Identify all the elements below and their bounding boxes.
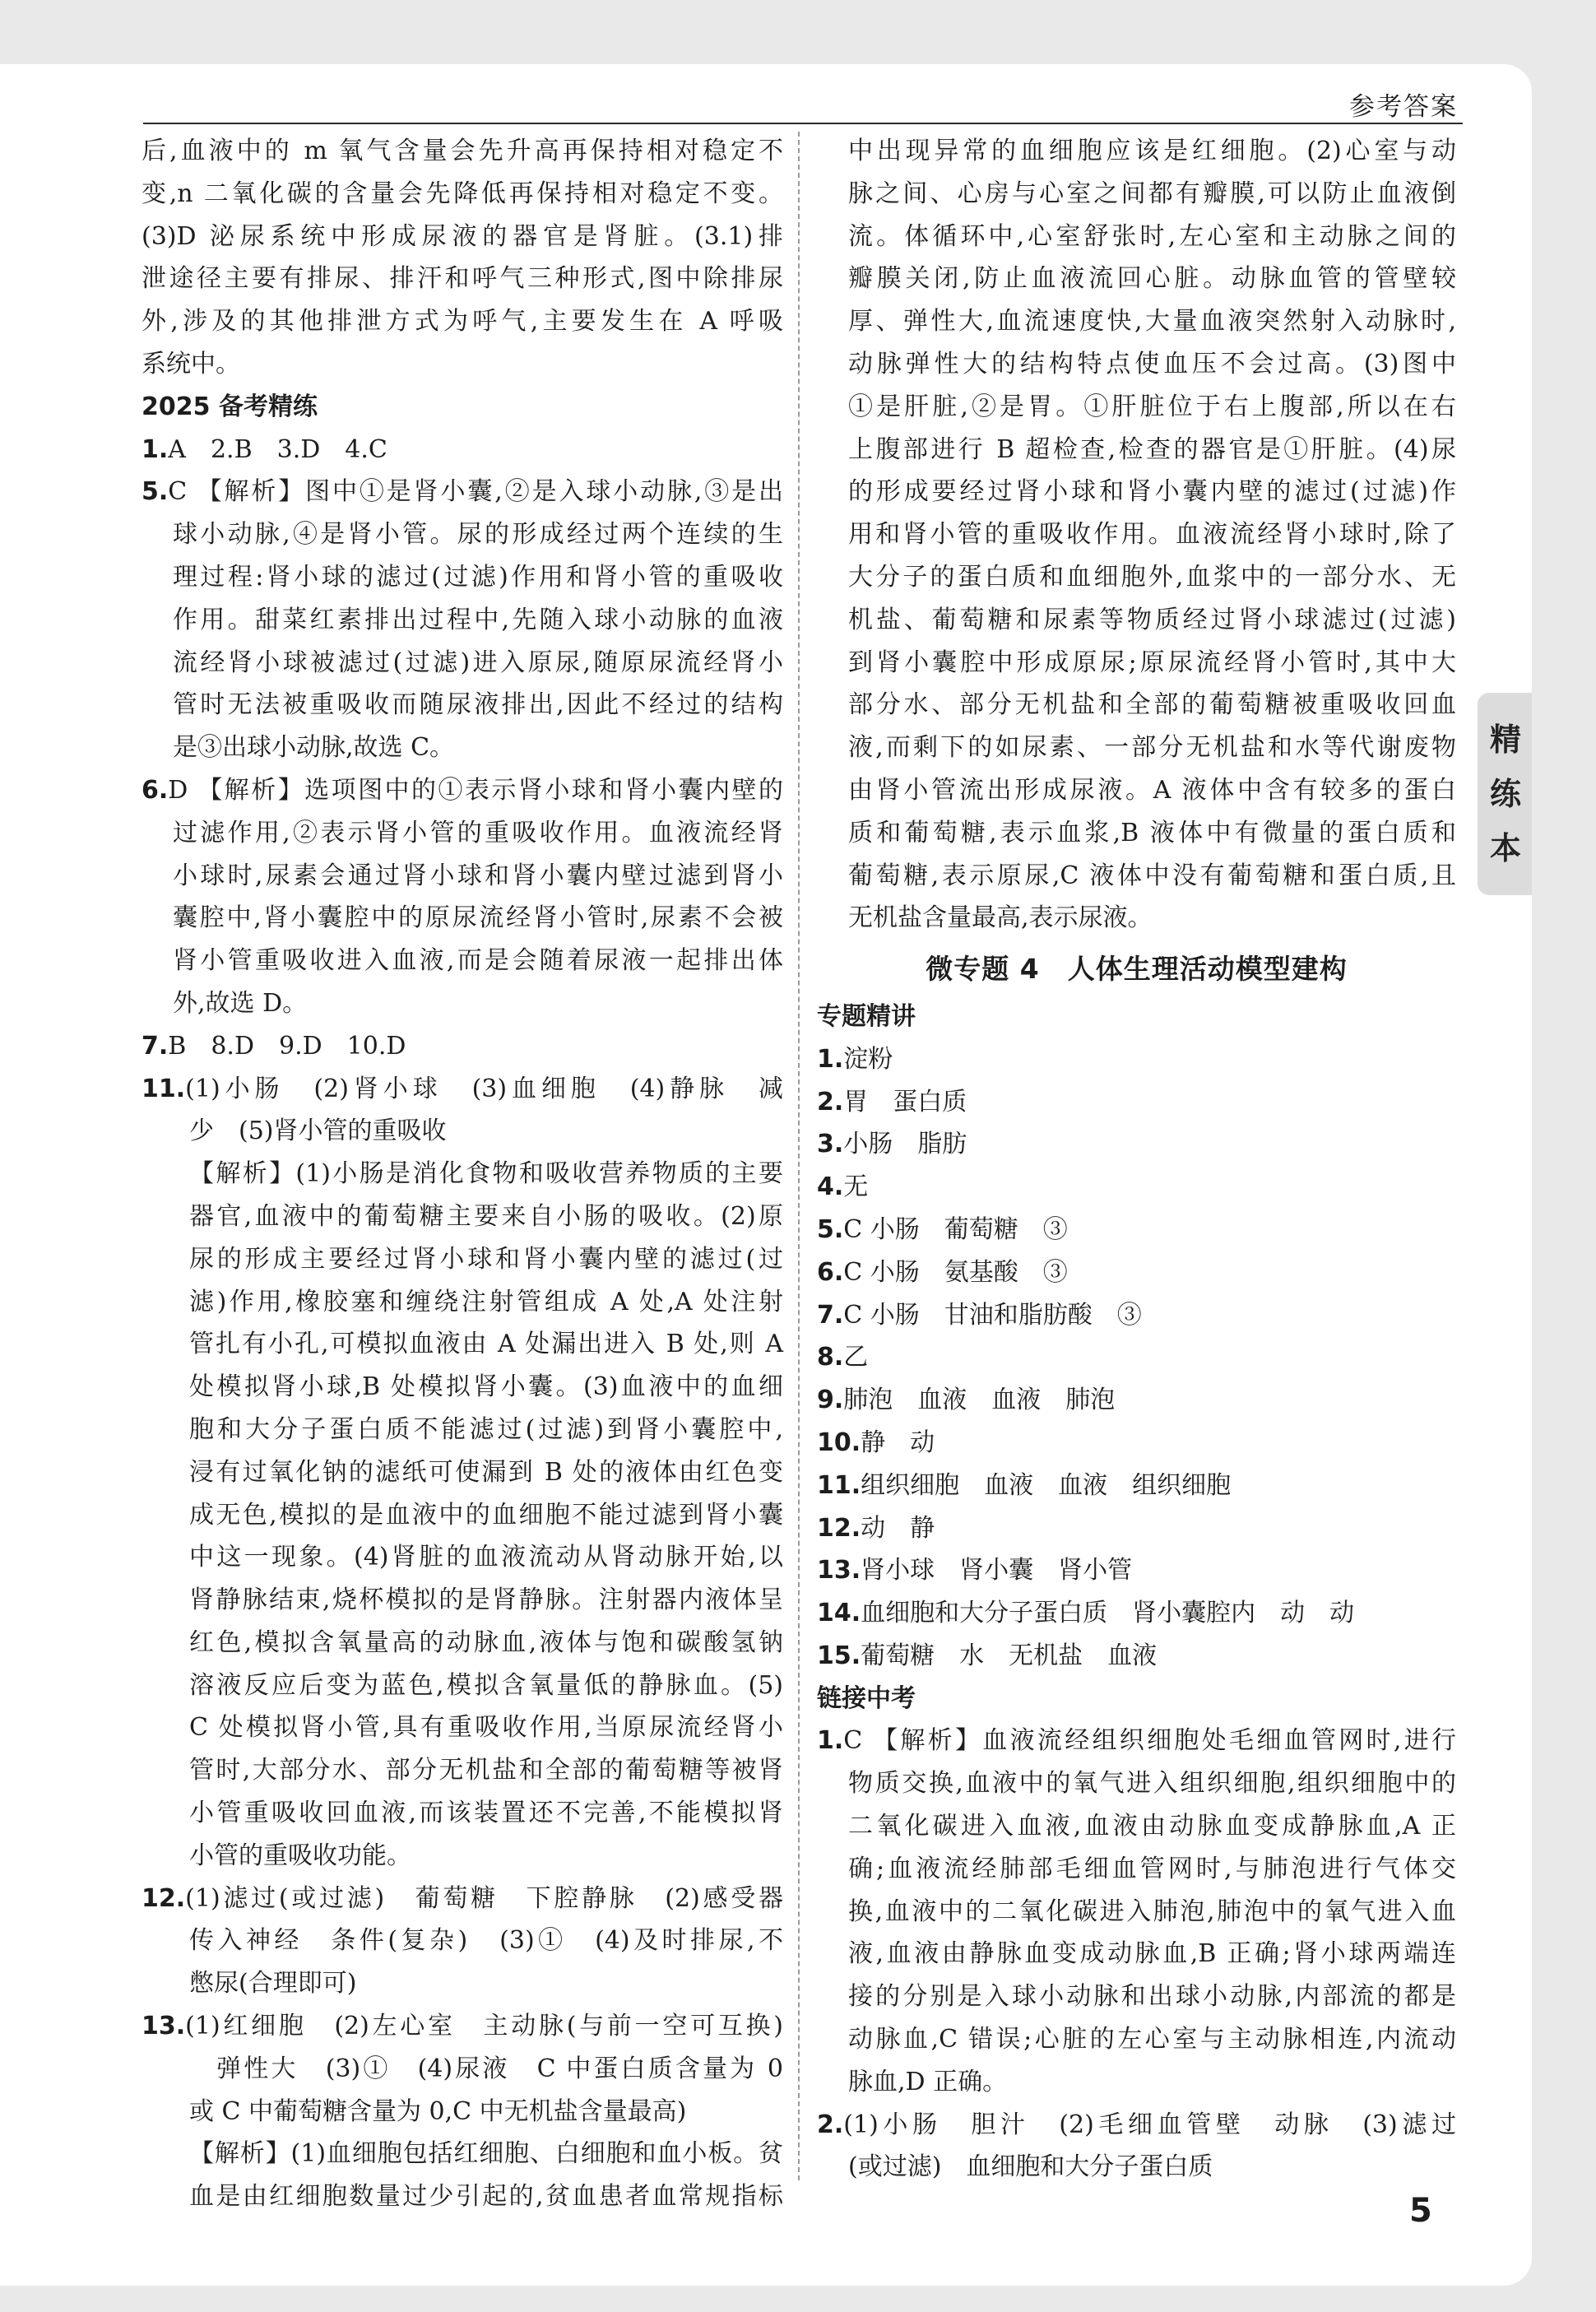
text-line	[817, 855, 1456, 898]
line-text: 器官,血液中的葡萄糖主要来自小肠的吸收。(2)原	[189, 1201, 783, 1231]
text-line	[817, 1762, 1456, 1805]
text-line	[817, 2018, 1456, 2061]
header-rule	[143, 123, 1463, 124]
text-line	[142, 216, 783, 258]
left-column	[142, 130, 783, 2218]
line-text: 管时,大部分水、部分无机盐和全部的葡萄糖等被肾	[189, 1756, 783, 1785]
line-text: 大分子的蛋白质和血细胞外,血浆中的一部分水、无	[848, 562, 1456, 592]
item-number: 13.	[142, 2012, 186, 2041]
line-text: 脉之间、心房与心室之间都有瓣膜,可以防止血液倒	[848, 179, 1456, 208]
text-line	[817, 769, 1456, 812]
side-tab-label: 精练本	[1489, 722, 1521, 866]
answer-item	[142, 429, 783, 471]
line-text: 上腹部进行 B 超检查,检查的器官是①肝脏。(4)尿	[848, 434, 1456, 464]
line-text: 肾小球 肾小囊 肾小管	[861, 1556, 1133, 1585]
answer-item	[817, 1123, 1456, 1166]
line-text: 厚、弹性大,血流速度快,大量血液突然射入动脉时,	[848, 307, 1456, 337]
line-text: 中这一现象。(4)肾脏的血液流动从肾动脉开始,以	[189, 1543, 783, 1572]
right-column	[817, 130, 1456, 2189]
line-text: (1)小肠 (2)肾小球 (3)血细胞 (4)静脉 减	[185, 1074, 783, 1103]
line-text: 微专题 4 人体生理活动模型建构	[926, 953, 1348, 986]
line-text: (1)小肠 胆汁 (2)毛细血管壁 动脉 (3)滤过	[843, 2110, 1456, 2139]
text-line	[142, 812, 783, 855]
text-line	[817, 2061, 1456, 2104]
line-text: 【解析】(1)小肠是消化食物和吸收营养物质的主要	[189, 1159, 783, 1189]
text-line	[817, 130, 1456, 173]
text-line	[817, 429, 1456, 471]
answer-item	[817, 1166, 1456, 1209]
answer-item	[817, 1720, 1456, 1762]
item-number: 1.	[817, 1726, 844, 1756]
item-number: 5.	[142, 477, 169, 507]
text-line	[817, 216, 1456, 258]
text-line	[142, 1920, 783, 1962]
line-text: C 小肠 葡萄糖 ③	[843, 1214, 1068, 1244]
line-text: C 【解析】血液流经组织细胞处毛细血管网时,进行	[843, 1726, 1456, 1756]
text-line	[817, 727, 1456, 769]
line-text: 胞和大分子蛋白质不能滤过(过滤)到肾小囊腔中,	[189, 1414, 783, 1444]
answer-item	[817, 1081, 1456, 1124]
line-text: 小球时,尿素会通过肾小球和肾小囊内壁过滤到肾小	[173, 861, 783, 890]
text-line	[142, 2048, 783, 2091]
line-text: 接的分别是入球小动脉和出球小动脉,内部流的都是	[848, 1982, 1456, 2012]
line-text: 传入神经 条件(复杂) (3)① (4)及时排尿,不	[189, 1926, 783, 1956]
line-text: 系统中。	[142, 349, 240, 378]
line-text: 机盐、葡萄糖和尿素等物质经过肾小球滤过(过滤)	[848, 605, 1456, 634]
line-text: 外,涉及的其他排泄方式为呼气,主要发生在 A 呼吸	[142, 307, 783, 337]
item-number: 11.	[142, 1074, 186, 1103]
item-number: 4.	[817, 1172, 844, 1202]
item-number: 12.	[142, 1883, 186, 1913]
line-text: 理过程:肾小球的滤过(过滤)作用和肾小管的重吸收	[173, 562, 783, 592]
line-text: 液,血液由静脉血变成动脉血,B 正确;肾小球两端连	[848, 1939, 1456, 1969]
item-number: 3.	[817, 1130, 844, 1159]
item-number: 7.	[142, 1031, 169, 1061]
text-line	[142, 1323, 783, 1366]
line-text: 中出现异常的血细胞应该是红细胞。(2)心室与动	[848, 137, 1456, 165]
answer-item	[817, 1635, 1456, 1678]
text-line	[817, 300, 1456, 343]
item-number: 15.	[817, 1641, 861, 1670]
text-line	[142, 642, 783, 685]
text-line	[817, 642, 1456, 685]
text-line	[817, 471, 1456, 513]
line-text: 滤)作用,橡胶塞和缠绕注射管组成 A 处,A 处注射	[189, 1287, 783, 1316]
item-number: 9.	[817, 1386, 844, 1415]
text-line	[142, 2175, 783, 2218]
column-divider	[798, 132, 800, 2180]
line-text: 管时无法被重吸收而随尿液排出,因此不经过的结构	[173, 690, 783, 720]
line-text: 溶液反应后变为蓝色,模拟含氧量低的静脉血。(5)	[189, 1670, 783, 1700]
section-heading	[817, 1678, 1456, 1720]
line-text: (3)D 泌尿系统中形成尿液的器官是肾脏。(3.1)排	[142, 221, 783, 251]
line-text: 葡萄糖,表示原尿,C 液体中没有葡萄糖和蛋白质,且	[848, 861, 1456, 890]
text-line	[142, 258, 783, 300]
line-text: 胃 蛋白质	[843, 1087, 967, 1117]
line-text: B 8.D 9.D 10.D	[168, 1031, 406, 1061]
line-text: 脉血,D 正确。	[848, 2067, 1008, 2096]
line-text: 少 (5)肾小管的重吸收	[189, 1117, 447, 1146]
line-text: 专题精讲	[817, 1001, 916, 1031]
text-line	[817, 1805, 1456, 1848]
answer-item	[817, 1038, 1456, 1081]
section-heading	[817, 996, 1456, 1038]
answer-item	[817, 1209, 1456, 1251]
answer-item	[142, 1025, 783, 1068]
text-line	[142, 1536, 783, 1579]
text-line	[142, 940, 783, 982]
text-line	[142, 897, 783, 940]
answer-item	[817, 1251, 1456, 1294]
line-text: 小管的重吸收功能。	[189, 1841, 411, 1870]
answer-item	[817, 1549, 1456, 1592]
text-line	[142, 1281, 783, 1324]
line-text: 用和肾小管的重吸收作用。血液流经肾小球时,除了	[848, 520, 1456, 550]
line-text: 链接中考	[817, 1683, 916, 1713]
line-text: 小肠 脂肪	[843, 1130, 967, 1159]
text-line	[142, 982, 783, 1025]
text-line	[142, 1835, 783, 1878]
line-text: 流经肾小球被滤过(过滤)进入原尿,随原尿流经肾小	[173, 648, 783, 677]
text-line	[142, 1366, 783, 1409]
line-text: 确;血液流经肺部毛细血管网时,与肺泡进行气体交	[848, 1854, 1456, 1883]
item-number: 1.	[817, 1044, 844, 1074]
line-text: 部分水、部分无机盐和全部的葡萄糖被重吸收回血	[848, 690, 1456, 720]
text-line	[142, 1579, 783, 1622]
line-text: 浸有过氧化钠的滤纸可使漏到 B 处的液体由红色变	[189, 1457, 783, 1487]
line-text: (或过滤) 血细胞和大分子蛋白质	[848, 2152, 1213, 2182]
text-line	[817, 1975, 1456, 2018]
line-text: 成无色,模拟的是血液中的血细胞不能过滤到肾小囊	[189, 1500, 783, 1530]
line-text: 肺泡 血液 血液 肺泡	[843, 1386, 1116, 1415]
text-line	[817, 1848, 1456, 1891]
line-text: 组织细胞 血液 血液 组织细胞	[861, 1470, 1232, 1500]
text-line	[142, 130, 783, 173]
item-number: 5.	[817, 1214, 844, 1244]
text-line	[142, 1622, 783, 1664]
line-text: 由肾小管流出形成尿液。A 液体中含有较多的蛋白	[848, 775, 1456, 805]
text-line	[142, 2133, 783, 2175]
line-text: D 【解析】选项图中的①表示肾小球和肾小囊内壁的	[168, 775, 783, 805]
text-line	[142, 173, 783, 216]
text-line	[817, 386, 1456, 429]
answer-item	[817, 1422, 1456, 1465]
line-text: (1)滤过(或过滤) 葡萄糖 下腔静脉 (2)感受器	[185, 1883, 783, 1913]
text-line	[142, 513, 783, 556]
line-text: 管扎有小孔,可模拟血液由 A 处漏出进入 B 处,则 A	[189, 1330, 783, 1359]
text-line	[817, 343, 1456, 386]
line-text: 变,n 二氧化碳的含量会先降低再保持相对稳定不变。	[142, 179, 783, 208]
line-text: 【解析】(1)血细胞包括红细胞、白细胞和血小板。贫	[189, 2139, 783, 2169]
line-text: 是③出球小动脉,故选 C。	[173, 733, 455, 763]
line-text: A 2.B 3.D 4.C	[168, 434, 387, 464]
line-text: 动脉弹性大的结构特点使血压不会过高。(3)图中	[848, 349, 1456, 378]
line-text: 换,血液中的二氧化碳进入肺泡,肺泡中的氧气进入血	[848, 1896, 1456, 1926]
text-line	[817, 897, 1456, 940]
text-line	[142, 1451, 783, 1494]
line-text: 或 C 中葡萄糖含量为 0,C 中无机盐含量最高)	[189, 2096, 687, 2126]
line-text: 液,而剩下的如尿素、一部分无机盐和水等代谢废物	[848, 733, 1456, 763]
line-text: 后,血液中的 m 氧气含量会先升高再保持相对稳定不	[142, 137, 783, 165]
text-line	[142, 1409, 783, 1451]
item-number: 13.	[817, 1556, 861, 1585]
text-line	[142, 1238, 783, 1281]
line-text: C 小肠 氨基酸 ③	[843, 1257, 1068, 1287]
text-line	[142, 1962, 783, 2005]
text-line	[142, 1153, 783, 1195]
text-line	[817, 684, 1456, 727]
line-text: ①是肝脏,②是胃。①肝脏位于右上腹部,所以在右	[848, 392, 1456, 421]
line-text: 过滤作用,②表示肾小管的重吸收作用。血液流经肾	[173, 818, 783, 847]
item-number: 11.	[817, 1470, 861, 1500]
line-text: 无机盐含量最高,表示尿液。	[848, 903, 1153, 933]
line-text: 血细胞和大分子蛋白质 肾小囊腔内 动 动	[861, 1599, 1355, 1628]
text-line	[817, 2146, 1456, 2189]
text-line	[142, 1792, 783, 1835]
line-text: 小管重吸收回血液,而该装置还不完善,不能模拟肾	[189, 1799, 783, 1828]
line-text: 处模拟肾小球,B 处模拟肾小囊。(3)血液中的血细	[189, 1372, 783, 1402]
line-text: 肾静脉结束,烧杯模拟的是肾静脉。注射器内液体呈	[189, 1585, 783, 1615]
text-line	[817, 258, 1456, 300]
line-text: 物质交换,血液中的氧气进入组织细胞,组织细胞中的	[848, 1769, 1456, 1799]
item-number: 14.	[817, 1599, 861, 1628]
text-line	[817, 556, 1456, 599]
line-text: 静 动	[861, 1428, 935, 1457]
line-text: 球小动脉,④是肾小管。尿的形成经过两个连续的生	[173, 520, 783, 550]
text-line	[142, 556, 783, 599]
line-text: 淀粉	[843, 1044, 893, 1074]
text-line	[817, 599, 1456, 642]
line-text: 的形成要经过肾小球和肾小囊内壁的滤过(过滤)作	[848, 477, 1456, 507]
item-number: 6.	[142, 775, 169, 805]
item-number: 1.	[142, 434, 169, 464]
item-number: 8.	[817, 1343, 844, 1372]
text-line	[142, 1664, 783, 1707]
answer-item	[817, 1465, 1456, 1507]
line-text: 质和葡萄糖,表示血浆,B 液体中有微量的蛋白质和	[848, 818, 1456, 847]
line-text: 二氧化碳进入血液,血液由动脉血变成静脉血,A 正	[848, 1812, 1456, 1841]
line-text: 动 静	[861, 1513, 935, 1543]
answer-item	[142, 471, 783, 513]
answer-item	[817, 1592, 1456, 1635]
line-text: 瓣膜关闭,防止血液流回心脏。动脉血管的管壁较	[848, 264, 1456, 294]
line-text: 泄途径主要有排尿、排汗和呼气三种形式,图中除排尿	[142, 264, 783, 294]
answer-item	[817, 1379, 1456, 1422]
line-text: 憋尿(合理即可)	[189, 1969, 357, 1999]
item-number: 6.	[817, 1257, 844, 1287]
item-number: 12.	[817, 1513, 861, 1543]
text-line	[817, 1891, 1456, 1934]
answer-item	[142, 769, 783, 812]
line-text: 乙	[843, 1343, 869, 1372]
item-number: 2.	[817, 1087, 844, 1117]
answer-item	[142, 1878, 783, 1920]
line-text: C 小肠 甘油和脂肪酸 ③	[843, 1300, 1142, 1330]
line-text: 外,故选 D。	[173, 988, 308, 1018]
line-text: (1)红细胞 (2)左心室 主动脉(与前一空可互换)	[185, 2012, 783, 2041]
line-text: 流。体循环中,心室舒张时,左心室和主动脉之间的	[848, 221, 1456, 251]
header-title: 参考答案	[1349, 92, 1458, 122]
item-number: 7.	[817, 1300, 844, 1330]
text-line	[142, 1706, 783, 1749]
text-line	[142, 343, 783, 386]
line-text: 作用。甜菜红素排出过程中,先随入球小动脉的血液	[173, 605, 783, 634]
line-text: 血是由红细胞数量过少引起的,贫血患者血常规指标	[189, 2182, 783, 2212]
page-number: 5	[1409, 2192, 1432, 2230]
text-line	[817, 173, 1456, 216]
text-line	[142, 1749, 783, 1792]
line-text: C 【解析】图中①是肾小囊,②是入球小动脉,③是出	[168, 477, 783, 507]
line-text: 无	[843, 1172, 869, 1202]
text-line	[142, 684, 783, 727]
line-text: 动脉血,C 错误;心脏的左心室与主动脉相连,内流动	[848, 2025, 1456, 2054]
line-text: 2025 备考精练	[142, 392, 318, 421]
text-line	[817, 1933, 1456, 1975]
answer-item	[817, 1507, 1456, 1550]
line-text: 弹性大 (3)① (4)尿液 C 中蛋白质含量为 0	[189, 2054, 783, 2083]
text-line	[817, 812, 1456, 855]
line-text: C 处模拟肾小管,具有重吸收作用,当原尿流经肾小	[189, 1713, 783, 1743]
text-line	[142, 1494, 783, 1537]
answer-item	[817, 2104, 1456, 2147]
text-line	[142, 1110, 783, 1153]
line-text: 葡萄糖 水 无机盐 血液	[861, 1641, 1158, 1670]
line-text: 红色,模拟含氧量高的动脉血,液体与饱和碳酸氢钠	[189, 1627, 783, 1657]
text-line	[142, 855, 783, 898]
answer-item	[817, 1336, 1456, 1379]
item-number: 2.	[817, 2110, 844, 2139]
line-text: 肾小管重吸收进入血液,而是会随着尿液一起排出体	[173, 946, 783, 976]
item-number: 10.	[817, 1428, 861, 1457]
text-line	[142, 1195, 783, 1238]
text-line	[142, 599, 783, 642]
text-line	[142, 2091, 783, 2133]
section-heading	[142, 386, 783, 429]
side-tab[interactable]	[1478, 693, 1532, 895]
line-text: 到肾小囊腔中形成原尿;原尿流经肾小管时,其中大	[848, 648, 1456, 677]
answer-item	[817, 1294, 1456, 1337]
answer-item	[142, 2005, 783, 2048]
text-line	[142, 727, 783, 769]
line-text: 尿的形成主要经过肾小球和肾小囊内壁的滤过(过	[189, 1244, 783, 1274]
line-text: 囊腔中,肾小囊腔中的原尿流经肾小管时,尿素不会被	[173, 903, 783, 933]
text-line	[142, 300, 783, 343]
answer-item	[142, 1068, 783, 1111]
text-line	[817, 513, 1456, 556]
section-heading	[817, 948, 1456, 991]
